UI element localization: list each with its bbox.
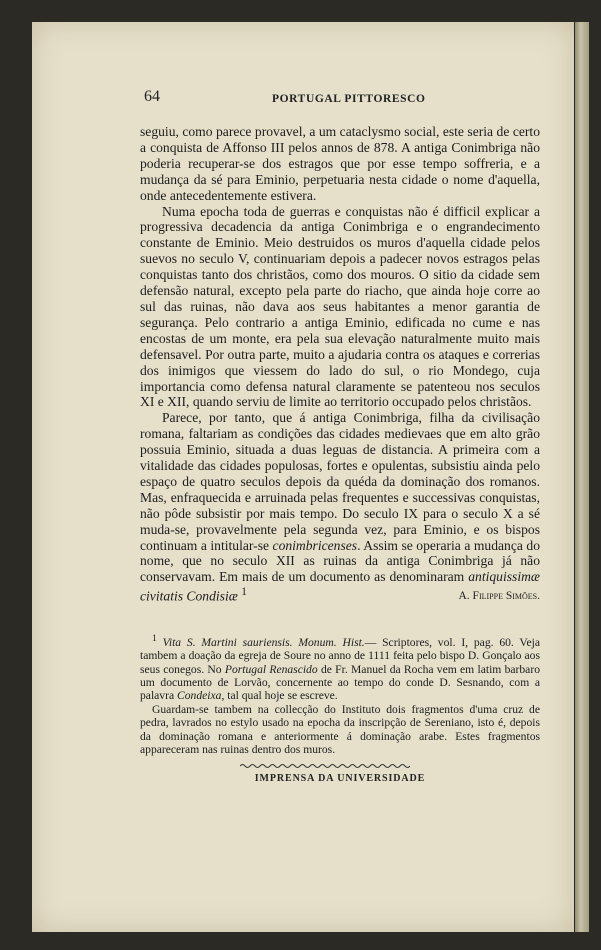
body-text [140, 124, 540, 605]
footnote-1-number: 1 [152, 633, 157, 644]
paragraph-2: Numa epocha toda de guerras e conquistas não é difficil explicar a progressiva decadencia da antiga Conimbriga e o engrandecimento constante de Eminio. Meio destruidos os muros d'aquella cidade pelos suevos no seculo V, continuariam depois a padecer novos estragos pelas conquistas tanto dos christãos, como dos mouros. O sitio da cidade sem defensão natural, excepto pela parte do riacho, que ainda hoje corre ao sul das ruinas, não dava aos seus habitantes a menor garantia de segurança. Pelo contrario a antiga Eminio, edificada no cume e nas encostas de um monte, era pela sua elevação naturalmente muito mais defensavel. Por outra parte, muito a ajudaria contra os ataques e correrias dos inimigos que viessem do lado do sul, o rio Mondego, cuja importancia como defensa natural claramente se patenteou nos seculos XI e XII, quando serviu de limite ao territorio occupado pelos christãos. [140, 203, 540, 410]
footnote-1-text-end: , tal qual hoje se escreve. [221, 689, 338, 703]
footnote-1 [140, 632, 540, 703]
paragraph-3 [140, 410, 540, 604]
paragraph-3-italic-conimbricenses: conimbricenses [272, 537, 358, 553]
footnote-1-text-continued: de Fr. Manuel da Rocha vem em latim barbaro um documento de Lorvão, concernente ao tempo do conde D. Sesnando, com a palavra [140, 662, 540, 703]
footnotes [140, 632, 540, 757]
book-spine-edge [575, 22, 589, 932]
paragraph-3-italic-latin-name: antiquissimæ civitatis Condisiæ [140, 569, 540, 604]
footnote-ref-1: 1 [241, 586, 247, 599]
printer-imprint: IMPRENSA DA UNIVERSIDADE [254, 773, 426, 784]
author-signature: A. Filippe Simões. [458, 589, 540, 602]
page-number: 64 [144, 88, 160, 105]
running-head: PORTUGAL PITTORESCO [272, 93, 426, 105]
paragraph-3-text: Parece, por tanto, que á antiga Conimbriga, filha da civilisação romana, faltariam as condições das cidades medievaes que em alto grão possuia Eminio, situada a duas leguas de distancia. A primeira com a vitalidade das cidades populosas, fortes e opulentas, subsistiu ainda pelo espaço de quatro seculos depois da quéda da dominação dos romanos. Mas, enfraquecida e arruinada pelas frequentes e successivas conquistas, não pôde subsistir por mais tempo. Do seculo IX para o seculo X a sé muda-se, provavelmente pela segunda vez, para Eminio, e os bispos continuam a intitular-se [140, 410, 540, 553]
footnote-2: Guardam-se tambem na collecção do Instituto dois fragmentos d'uma cruz de pedra, lavrados no estylo usado na epocha da inscripção de Sereniano, isto é, depois da dominação romana e anteriormente á dominação arabe. Estes fragmentos appareceram nas ruinas dentro dos muros. [140, 702, 540, 757]
footnote-1-book-title: Portugal Renascido [224, 662, 318, 676]
page-header [144, 88, 540, 112]
paragraph-1: seguiu, como parece provavel, a um cataclysmo social, este seria de certo a conquista de Affonso III pelos annos de 878. A antiga Conimbriga não poderia recuperar-se dos estragos que por esse tempo soffreria, e a mudança da sé para Eminio, perpetuaria nesta cidade o nome d'aquella, onde antecedentemente estivera. [140, 124, 540, 203]
footnote-1-word-condeixa: Condeixa [177, 689, 222, 703]
footnote-1-source-title: Vita S. Martini sauriensis. Monum. Hist. [162, 635, 365, 649]
wavy-rule-ornament [240, 763, 410, 769]
footnote-1-text: — Scriptores, vol. I, pag. 60. Veja tambem a doação da egreja de Soure no anno de 1111 feita pelo bispo D. Gonçalo aos seus conegos. No [140, 635, 541, 676]
paragraph-3-text-continued: . Assim se operaria a mudança do nome, que no seculo XII as ruinas da antiga Conimbriga já não conservavam. Em mais de um documento as denominaram [140, 537, 540, 585]
